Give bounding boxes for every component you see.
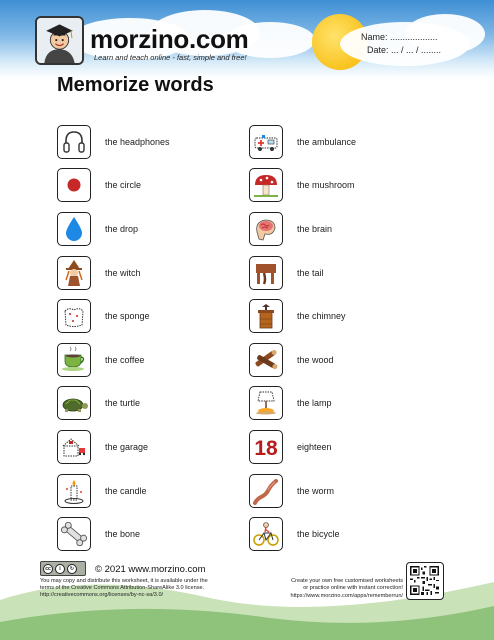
turtle-icon [57, 386, 91, 420]
mushroom-icon [249, 168, 283, 202]
word-item [249, 512, 449, 556]
witch-icon [57, 256, 91, 290]
brand-tagline: Learn and teach online - fast, simple and free! [94, 53, 247, 62]
promo-link[interactable]: https://www.morzino.com/apps/rememberrun/ [290, 592, 403, 599]
wood-icon [249, 343, 283, 377]
coffee-icon [57, 343, 91, 377]
headphones-icon [57, 125, 91, 159]
word-label: the ambulance [297, 136, 357, 147]
sponge-icon [57, 299, 91, 333]
word-label: the bicycle [297, 529, 340, 540]
brain-icon [249, 212, 283, 246]
cc-license-badge [40, 561, 86, 576]
bicycle-icon [249, 517, 283, 551]
ambulance-icon [249, 125, 283, 159]
word-label: the bone [105, 529, 141, 540]
word-column-right [249, 120, 449, 556]
date-field: Date: ... / ... / ........ [367, 45, 442, 56]
word-item [249, 469, 449, 513]
worm-icon [249, 474, 283, 508]
word-item [249, 382, 449, 426]
word-label: the worm [297, 485, 335, 496]
number-eighteen-text: 18 [254, 436, 278, 460]
word-item [57, 251, 257, 295]
sharealike-icon: ↻ [67, 564, 77, 574]
word-item [249, 207, 449, 251]
word-item [249, 251, 449, 295]
license-line: You may copy and distribute this worksheet, it is available under the [40, 578, 208, 584]
word-label: the wood [297, 354, 334, 365]
word-label: the witch [105, 267, 141, 278]
license-link[interactable]: http://creativecommons.org/licenses/by-nc-sa/3.0/ [40, 591, 164, 598]
candle-icon [57, 474, 91, 508]
logo [35, 16, 84, 65]
word-item [57, 338, 257, 382]
chimney-icon [249, 299, 283, 333]
word-label: the garage [105, 441, 149, 452]
word-label: the lamp [297, 398, 332, 409]
promo-text [290, 578, 403, 600]
license-text [40, 578, 240, 599]
qr-code-icon [410, 566, 439, 595]
bone-icon [57, 517, 91, 551]
qr-code[interactable] [406, 562, 444, 600]
name-field: Name: ................... [361, 32, 438, 42]
word-label: the drop [105, 223, 139, 234]
cc-icon: cc [43, 564, 53, 574]
word-label: the candle [105, 485, 147, 496]
word-item [57, 469, 257, 513]
copyright-text: © 2021 www.morzino.com [95, 564, 206, 575]
name-date-block [361, 31, 441, 57]
garage-icon [57, 430, 91, 464]
promo-line: or practice online with instant correction! [303, 585, 403, 592]
word-item [249, 120, 449, 164]
word-item [57, 164, 257, 208]
word-label: the sponge [105, 311, 150, 322]
word-label: eighteen [297, 441, 332, 452]
drop-icon [57, 212, 91, 246]
graduate-mascot-icon [37, 18, 82, 63]
word-item [57, 120, 257, 164]
brand-name: morzino.com [90, 24, 249, 54]
word-item [57, 207, 257, 251]
word-item [249, 164, 449, 208]
word-item [57, 512, 257, 556]
word-label: the mushroom [297, 180, 355, 191]
word-label: the tail [297, 267, 324, 278]
word-label: the chimney [297, 311, 346, 322]
word-item [57, 382, 257, 426]
word-label: the coffee [105, 354, 145, 365]
word-label: the brain [297, 223, 333, 234]
word-item [249, 338, 449, 382]
lamp-icon [249, 386, 283, 420]
number-eighteen-icon [249, 430, 283, 464]
tail-icon [249, 256, 283, 290]
attribution-icon: i [55, 564, 65, 574]
word-item [249, 294, 449, 338]
word-item [57, 294, 257, 338]
page-title: Memorize words [57, 74, 214, 96]
word-item [57, 425, 257, 469]
circle-icon [57, 168, 91, 202]
license-line: terms of the Creative Commons Attribution-ShareAlike 3.0 license. [40, 584, 205, 591]
word-column-left [57, 120, 257, 556]
word-label: the headphones [105, 136, 170, 147]
word-label: the turtle [105, 398, 141, 409]
word-label: the circle [105, 180, 142, 191]
word-item [249, 425, 449, 469]
promo-line: Create your own free customised worksheets [291, 578, 403, 584]
